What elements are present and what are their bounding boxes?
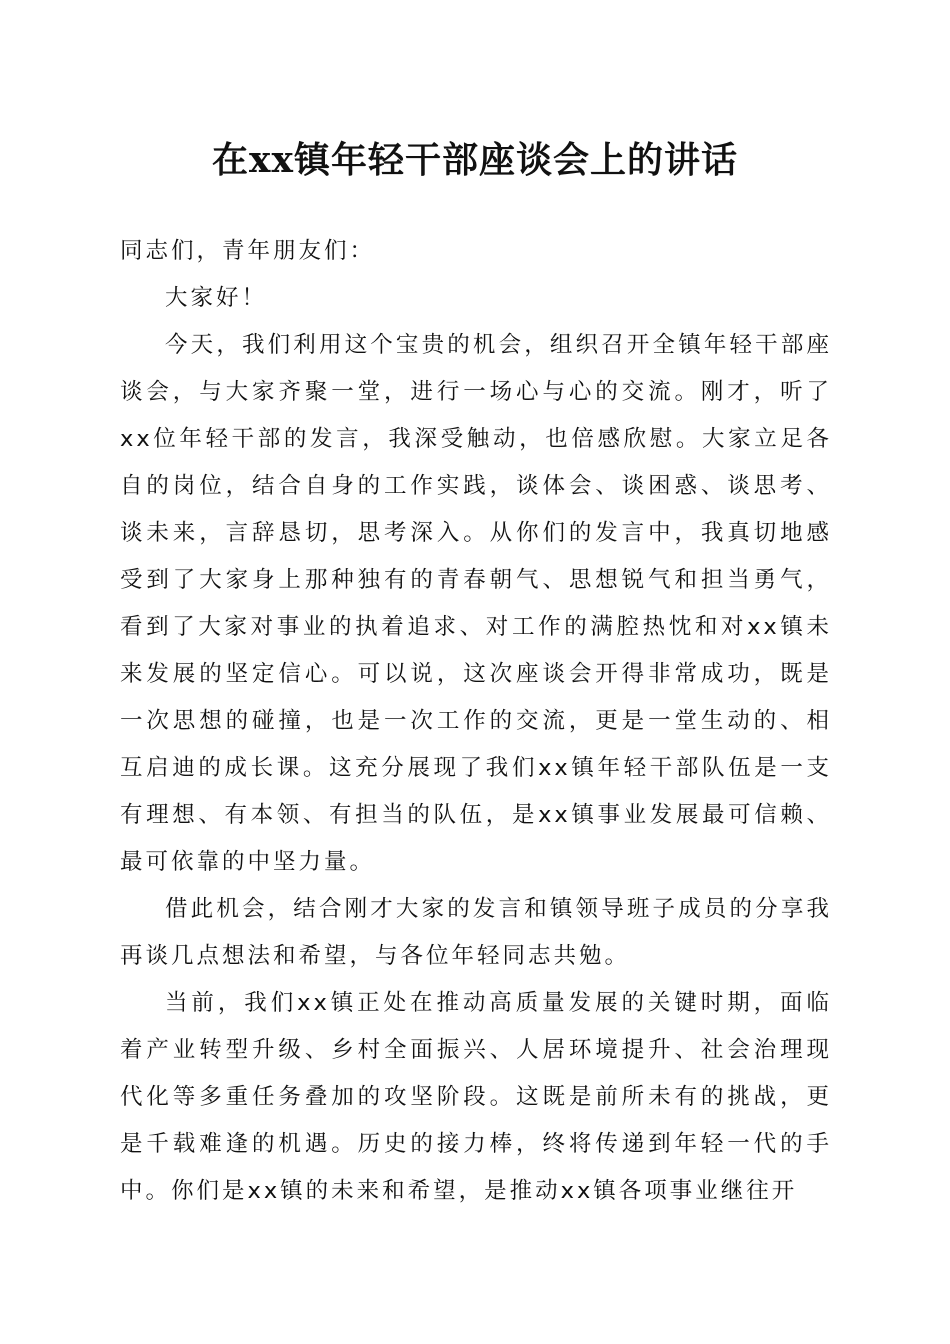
document-body	[120, 228, 832, 1215]
paragraph-current-situation: 当前，我们xx镇正处在推动高质量发展的关键时期，面临着产业转型升级、乡村全面振兴、人居环境提升、社会治理现代化等多重任务叠加的攻坚阶段。这既是前所未有的挑战，更是千载难逢的机遇。历史的接力棒，终将传递到年轻一代的手中。你们是xx镇的未来和希望，是推动xx镇各项事业继往开	[120, 990, 832, 1204]
paragraph-opening: 今天，我们利用这个宝贵的机会，组织召开全镇年轻干部座谈会，与大家齐聚一堂，进行一场心与心的交流。刚才，听了xx位年轻干部的发言，我深受触动，也倍感欣慰。大家立足各自的岗位，结合自身的工作实践，谈体会、谈困惑、谈思考、谈未来，言辞恳切，思考深入。从你们的发言中，我真切地感受到了大家身上那种独有的青春朝气、思想锐气和担当勇气，看到了大家对事业的执着追求、对工作的满腔热忱和对xx镇未来发展的坚定信心。可以说，这次座谈会开得非常成功，既是一次思想的碰撞，也是一次工作的交流，更是一堂生动的、相互启迪的成长课。这充分展现了我们xx镇年轻干部队伍是一支有理想、有本领、有担当的队伍，是xx镇事业发展最可信赖、最可依靠的中坚力量。	[120, 332, 832, 875]
paragraph-transition: 借此机会，结合刚才大家的发言和镇领导班子成员的分享我再谈几点想法和希望，与各位年轻同志共勉。	[120, 896, 832, 969]
salutation: 同志们，青年朋友们：	[120, 238, 376, 264]
paragraph-greeting: 大家好！	[165, 285, 268, 311]
document-title: 在xx镇年轻干部座谈会上的讲话	[212, 139, 738, 181]
